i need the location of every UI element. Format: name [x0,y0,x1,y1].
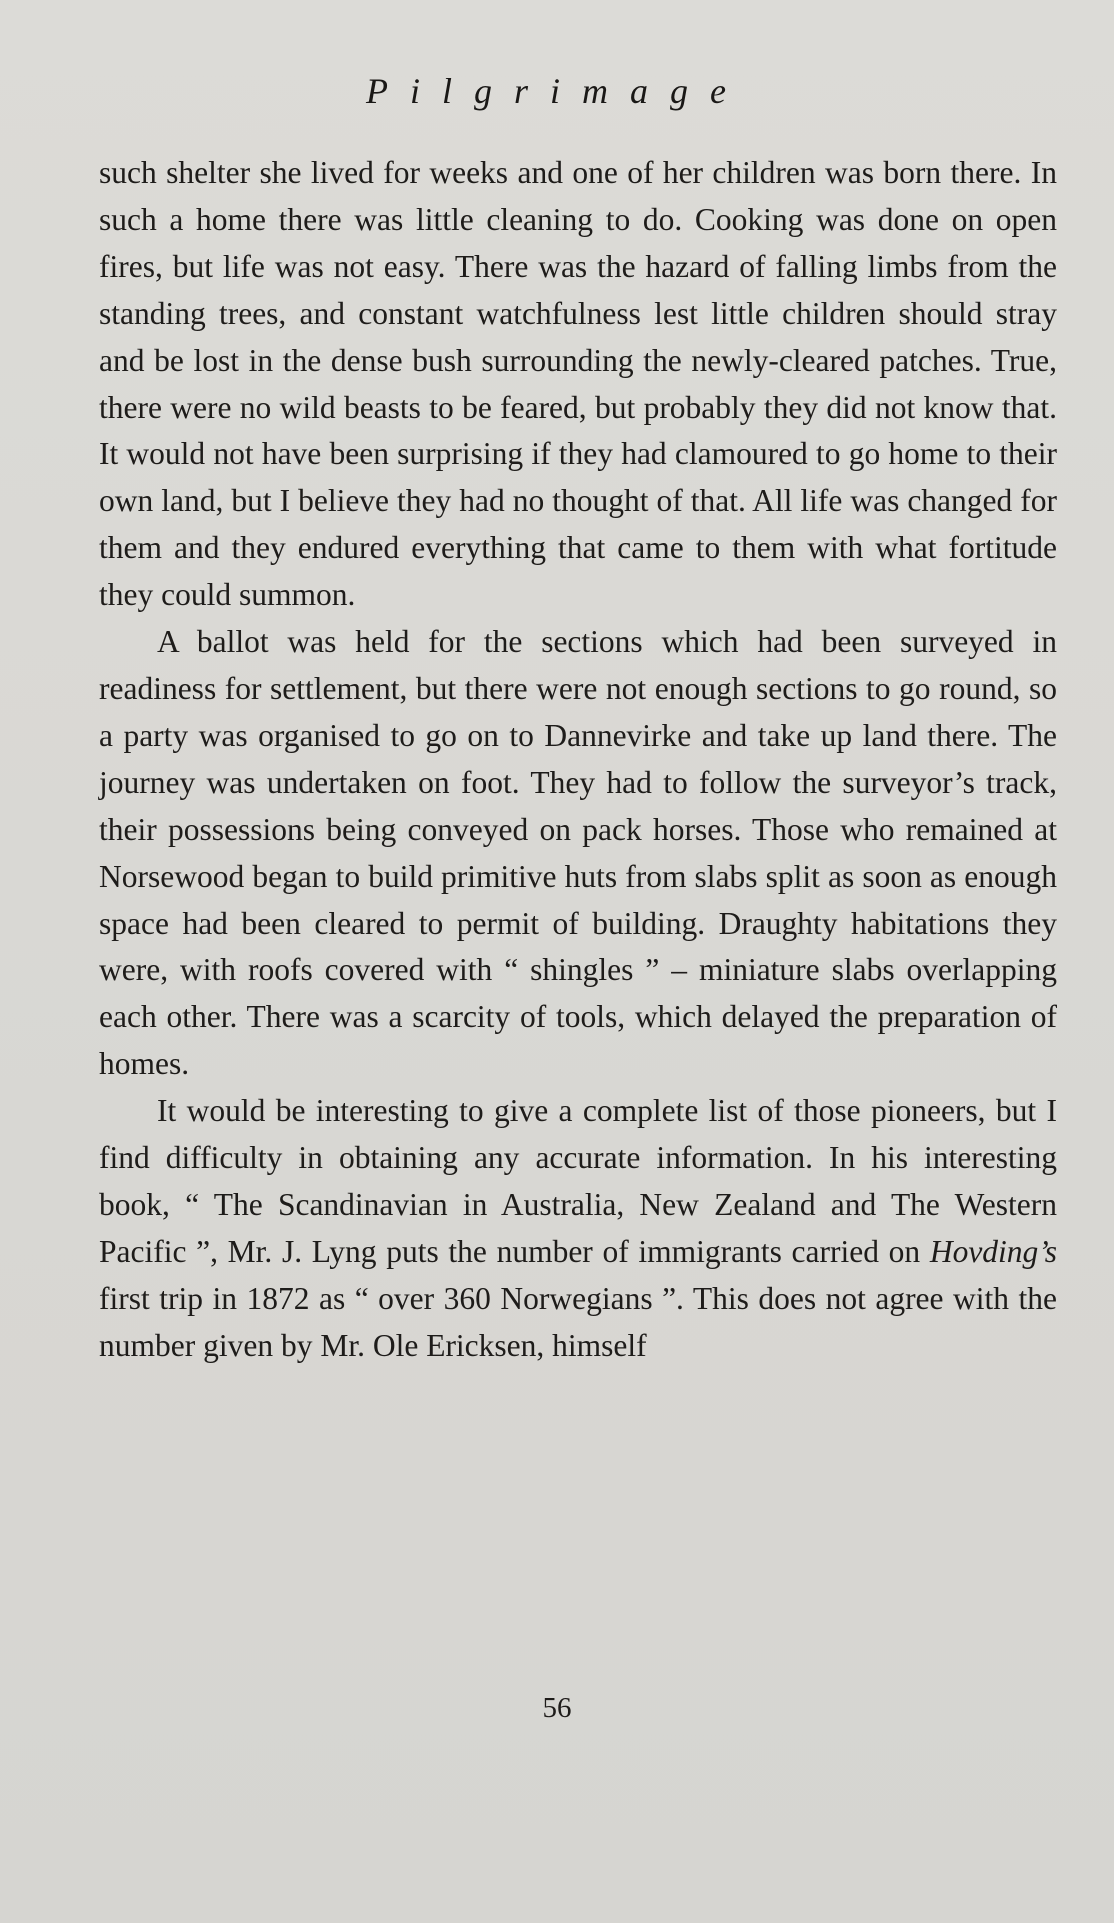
paragraph-3-text-b: first trip in 1872 as “ over 360 Norwegians ”. This does not agree with the number given by Mr. Ole Ericksen, himself [99,1280,1057,1363]
paragraph-3-text-a: It would be interesting to give a complete list of those pioneers, but I find difficulty in obtaining any accurate information. In his interesting book, “ The Scandinavian in Australia, New Zealand and The Western Pacific ”, Mr. J. Lyng puts the number of immigrants carried on [99,1093,1057,1269]
running-head: Pilgrimage [366,71,748,111]
paragraph-3 [99,1088,1057,1369]
paragraph-1: such shelter she lived for weeks and one of her children was born there. In such a home there was little cleaning to do. Cooking was done on open fires, but life was not easy. There was the hazard of falling limbs from the standing trees, and constant watchfulness lest little children should stray and be lost in the dense bush surrounding the newly-cleared patches. True, there were no wild beasts to be feared, but probably they did not know that. It would not have been surprising if they had clamoured to go home to their own land, but I believe they had no thought of that. All life was changed for them and they endured everything that came to them with what fortitude they could summon. [99,155,1057,613]
paragraph-2: A ballot was held for the sections which had been surveyed in readiness for settlement, but there were not enough sections to go round, so a party was organised to go on to Dannevirke and take up land there. The journey was undertaken on foot. They had to follow the surveyor’s track, their possessions being conveyed on pack horses. Those who remained at Norsewood began to build primitive huts from slabs split as soon as enough space had been cleared to permit of building. Draughty habitations they were, with roofs covered with “ shingles ” – miniature slabs overlapping each other. There was a scarcity of tools, which delayed the preparation of homes. [99,624,1057,1082]
ship-name: Hovding’s [929,1233,1057,1269]
page-number: 56 [542,1692,572,1724]
body-text [99,150,1057,1370]
